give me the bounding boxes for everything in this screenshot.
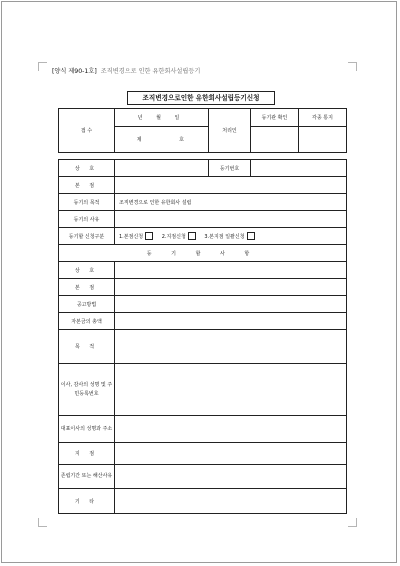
other-label: 기 타 — [59, 489, 115, 514]
reception-date: 년 월 일 — [115, 109, 209, 127]
crop-mark-bottom-right — [348, 518, 357, 527]
checkbox-bulk[interactable] — [247, 232, 255, 240]
crop-mark-top-right — [348, 62, 357, 71]
capital-label: 자본금의 총액 — [59, 313, 115, 330]
jurisdiction-options — [115, 228, 347, 245]
crop-mark-bottom-left — [38, 518, 47, 527]
directors-label: 이사, 감사의 성명 및 주민등록번호 — [59, 364, 115, 416]
registrar-check-cell[interactable] — [251, 127, 299, 153]
objects-field[interactable] — [115, 330, 347, 364]
trade-name-field[interactable] — [115, 160, 209, 177]
directors-field[interactable] — [115, 364, 347, 416]
checkbox-main-office[interactable] — [145, 232, 153, 240]
section-header: 등 기 할 사 항 — [59, 245, 347, 262]
notice-label: 각종 통지 — [299, 109, 347, 127]
s-trade-name-label: 상 호 — [59, 262, 115, 279]
rep-director-field[interactable] — [115, 416, 347, 443]
cause-label: 등기의 사유 — [59, 211, 115, 228]
s-head-office-label: 본 점 — [59, 279, 115, 296]
form-number — [52, 66, 200, 75]
notice-method-field[interactable] — [115, 296, 347, 313]
trade-name-label: 상 호 — [59, 160, 115, 177]
notice-cell[interactable] — [299, 127, 347, 153]
form-description: 조직변경으로 인한 유한회사설립등기 — [100, 68, 201, 75]
purpose-value: 조직변경으로 인한 유한회사 설립 — [115, 194, 347, 211]
form-title: 조직변경으로인한 유한회사설립등기신청 — [127, 91, 275, 105]
jurisdiction-label: 등기할 신청구분 — [59, 228, 115, 245]
branch-label: 지 점 — [59, 443, 115, 465]
head-office-label: 본 점 — [59, 177, 115, 194]
dissolution-label: 존립기간 또는 해산사유 — [59, 465, 115, 489]
head-office-field[interactable] — [115, 177, 347, 194]
cause-field[interactable] — [115, 211, 347, 228]
registration-table — [58, 159, 347, 514]
s-head-office-field[interactable] — [115, 279, 347, 296]
reg-number-field[interactable] — [251, 160, 347, 177]
purpose-label: 등기의 목적 — [59, 194, 115, 211]
reception-number: 제 호 — [115, 127, 209, 153]
capital-field[interactable] — [115, 313, 347, 330]
objects-label: 목 적 — [59, 330, 115, 364]
processor-label: 처리인 — [209, 109, 251, 153]
reg-number-label: 등기번호 — [209, 160, 251, 177]
form-ref: [양식 제90-1호] — [52, 68, 97, 75]
checkbox-branch[interactable] — [188, 232, 196, 240]
other-field[interactable] — [115, 489, 347, 514]
branch-field[interactable] — [115, 443, 347, 465]
receipt-table — [58, 108, 347, 153]
option-branch: 2.지점신청 — [161, 233, 186, 240]
notice-method-label: 공고방법 — [59, 296, 115, 313]
option-bulk: 3.본지점 일괄신청 — [204, 233, 245, 240]
s-trade-name-field[interactable] — [115, 262, 347, 279]
registrar-check-label: 등기관 확인 — [251, 109, 299, 127]
reception-label: 접 수 — [59, 109, 115, 153]
crop-mark-top-left — [38, 62, 47, 71]
rep-director-label: 대표이사의 성명과 주소 — [59, 416, 115, 443]
dissolution-field[interactable] — [115, 465, 347, 489]
option-main-office: 1.본점신청 — [119, 233, 144, 240]
